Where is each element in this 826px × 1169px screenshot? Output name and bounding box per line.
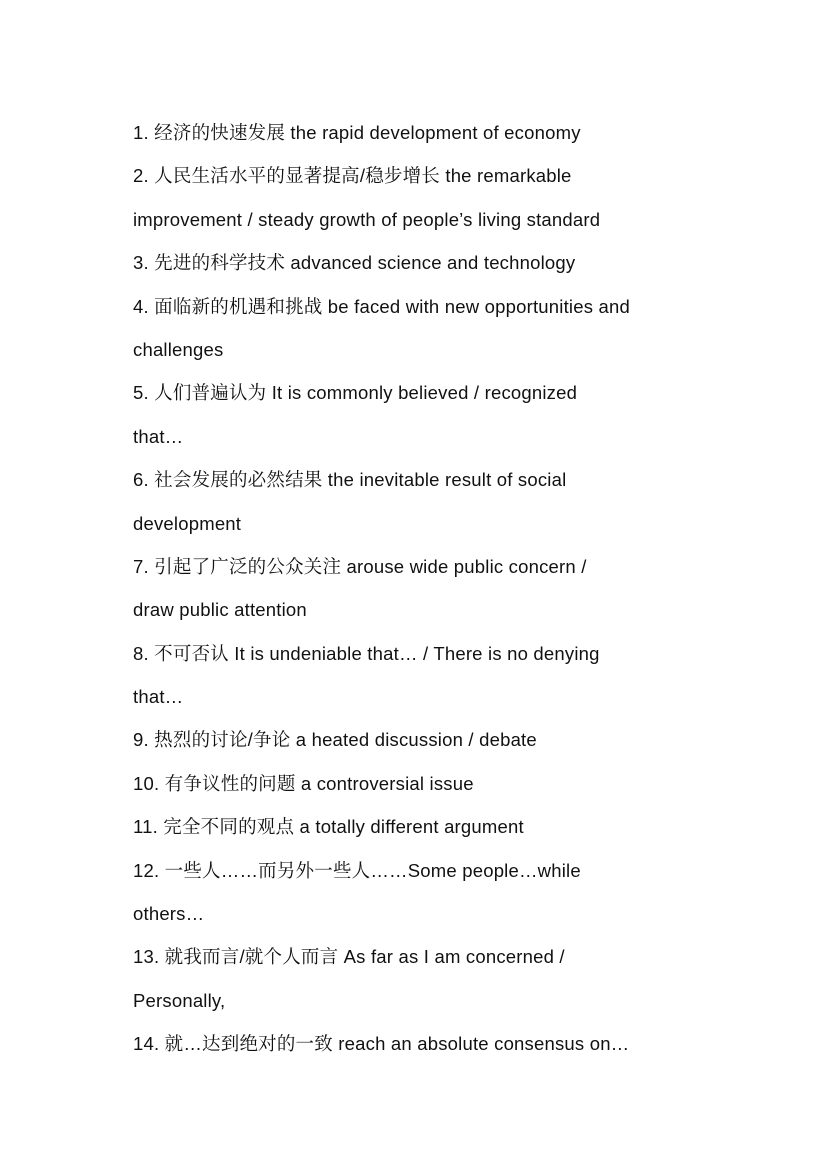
text-line-4: 3. 先进的科学技术 advanced science and technology bbox=[133, 252, 576, 274]
text-line-17: 11. 完全不同的观点 a totally different argument bbox=[133, 816, 524, 838]
text-line-12: draw public attention bbox=[133, 599, 307, 621]
text-line-7: 5. 人们普遍认为 It is commonly believed / recognized bbox=[133, 382, 578, 404]
text-line-14: that… bbox=[133, 686, 184, 708]
text-line-5: 4. 面临新的机遇和挑战 be faced with new opportunities and bbox=[133, 295, 630, 317]
text-line-11: 7. 引起了广泛的公众关注 arouse wide public concern / bbox=[133, 555, 587, 577]
text-line-10: development bbox=[133, 512, 242, 534]
text-line-20: 13. 就我而言/就个人而言 As far as I am concerned / bbox=[133, 946, 565, 968]
document-page bbox=[133, 111, 733, 1066]
text-line-19: others… bbox=[133, 903, 205, 925]
text-line-13: 8. 不可否认 It is undeniable that… / There is no denying bbox=[133, 642, 600, 664]
text-line-21: Personally, bbox=[133, 989, 226, 1011]
text-line-9: 6. 社会发展的必然结果 the inevitable result of social bbox=[133, 469, 567, 491]
text-line-6: challenges bbox=[133, 338, 224, 360]
text-line-18: 12. 一些人……而另外一些人……Some people…while bbox=[133, 859, 581, 881]
text-line-3: improvement / steady growth of people’s living standard bbox=[133, 208, 601, 230]
text-line-8: that… bbox=[133, 425, 184, 447]
text-line-16: 10. 有争议性的问题 a controversial issue bbox=[133, 772, 474, 794]
text-line-22: 14. 就…达到绝对的一致 reach an absolute consensus on… bbox=[133, 1033, 630, 1055]
text-line-1: 1. 经济的快速发展 the rapid development of economy bbox=[133, 122, 581, 143]
text-line-2: 2. 人民生活水平的显著提高/稳步增长 the remarkable bbox=[133, 165, 572, 187]
text-line-15: 9. 热烈的讨论/争论 a heated discussion / debate bbox=[133, 729, 537, 751]
